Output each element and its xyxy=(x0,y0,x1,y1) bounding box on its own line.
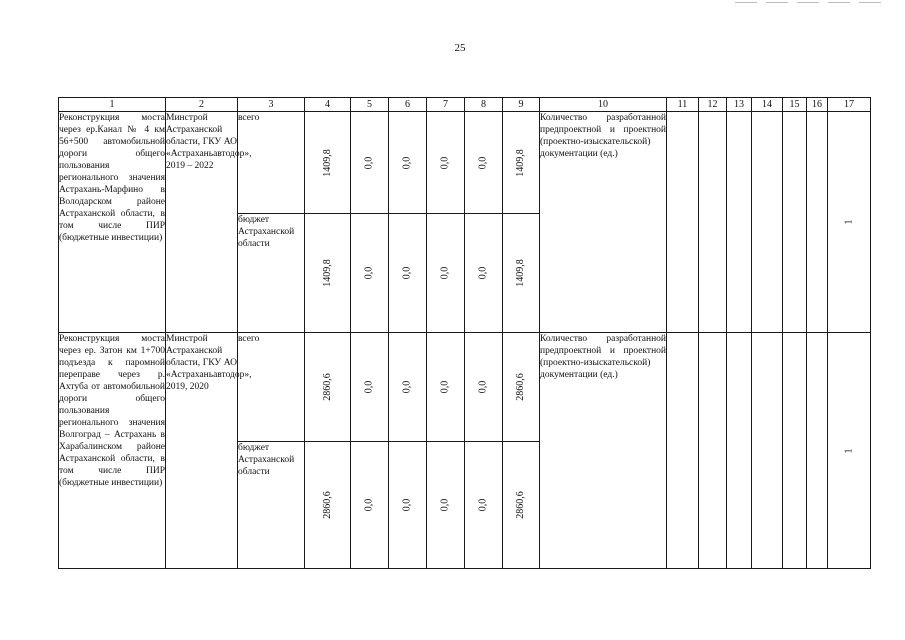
object-name-cell: Реконструкция моста через ер.Канал № 4 км 56+500 автомобильной дороги общего пользования регионального значения Астрахань-Марфино в Володарском районе Астраханской области, в том числе ПИР (бюджетные инвестиции) xyxy=(59,112,166,333)
empty-cell xyxy=(667,112,699,333)
value-text: 1409,8 xyxy=(321,259,333,287)
value-cell xyxy=(465,333,503,442)
header-row xyxy=(59,98,871,112)
empty-cell xyxy=(667,333,699,569)
value-cell xyxy=(351,333,389,442)
funding-source-cell: всего xyxy=(238,333,305,442)
funding-source-cell: бюджет Астраханской области xyxy=(238,442,305,569)
empty-cell xyxy=(783,333,807,569)
value-cell xyxy=(305,442,351,569)
value-text: 1409,8 xyxy=(515,148,526,177)
value-text: 2860,6 xyxy=(321,373,333,401)
object-name-cell: Реконструкция моста через ер. Затон км 1+700 подъезда к паромной переправе через р. Ахтуба от автомобильной дороги общего пользования регионального значения Волгоград – Астрахань в Харабалинском районе Астраханской области, в том числе ПИР (бюджетные инвестиции) xyxy=(59,333,166,569)
header-cell: 11 xyxy=(667,98,699,112)
empty-cell xyxy=(807,112,828,333)
program-table xyxy=(58,97,871,569)
funding-source-cell: бюджет Астраханской области xyxy=(238,214,305,333)
executor-cell: Минстрой Астраханской области, ГКУ АО «Астраханьавтодор», 2019, 2020 xyxy=(166,333,238,569)
value-cell xyxy=(351,112,389,214)
header-cell: 5 xyxy=(351,98,389,112)
empty-cell xyxy=(807,333,828,569)
value-cell xyxy=(465,112,503,214)
value-text: 0,0 xyxy=(363,156,375,169)
value-cell xyxy=(427,442,465,569)
value-cell xyxy=(828,333,871,569)
header-cell: 16 xyxy=(807,98,828,112)
value-cell xyxy=(351,214,389,333)
value-text: 0,0 xyxy=(363,266,375,280)
value-cell xyxy=(503,442,540,569)
empty-cell xyxy=(727,333,752,569)
scan-mark xyxy=(766,2,788,3)
value-text: 0,0 xyxy=(439,380,451,394)
value-cell xyxy=(427,333,465,442)
value-cell xyxy=(427,214,465,333)
value-cell xyxy=(351,442,389,569)
header-cell: 10 xyxy=(540,98,667,112)
value-text: 0,0 xyxy=(401,498,413,512)
value-cell xyxy=(389,333,427,442)
value-text: 2860,6 xyxy=(515,491,526,519)
value-cell xyxy=(389,112,427,214)
value-cell xyxy=(503,333,540,442)
value-text: 0,0 xyxy=(477,498,489,512)
value-text: 1409,8 xyxy=(321,148,333,177)
header-cell: 4 xyxy=(305,98,351,112)
value-text: 1409,8 xyxy=(515,259,526,287)
header-cell: 15 xyxy=(783,98,807,112)
header-cell: 8 xyxy=(465,98,503,112)
scan-mark xyxy=(735,2,757,3)
value-text: 0,0 xyxy=(401,380,413,394)
indicator-cell: Количество разработанной предпроектной и проектной (проектно-изыскательской) документации (ед.) xyxy=(540,112,667,333)
value-text: 0,0 xyxy=(439,156,451,169)
header-cell: 6 xyxy=(389,98,427,112)
value-text: 2860,6 xyxy=(321,491,333,519)
value-cell xyxy=(305,112,351,214)
header-cell: 13 xyxy=(727,98,752,112)
value-text: 0,0 xyxy=(401,156,413,169)
scan-mark xyxy=(859,2,881,3)
value-text: 0,0 xyxy=(439,266,451,280)
empty-cell xyxy=(727,112,752,333)
value-cell xyxy=(503,214,540,333)
value-text: 0,0 xyxy=(363,380,375,394)
value-text: 0,0 xyxy=(401,266,413,280)
value-cell xyxy=(389,442,427,569)
header-cell: 9 xyxy=(503,98,540,112)
table-row xyxy=(59,112,871,214)
value-cell xyxy=(389,214,427,333)
value-cell xyxy=(427,112,465,214)
value-text: 0,0 xyxy=(439,498,451,512)
page-number: 25 xyxy=(454,42,466,54)
header-cell: 17 xyxy=(828,98,871,112)
value-cell xyxy=(503,112,540,214)
executor-cell: Минстрой Астраханской области, ГКУ АО «Астраханьавтодор», 2019 – 2022 xyxy=(166,112,238,333)
table-row xyxy=(59,333,871,442)
indicator-cell: Количество разработанной предпроектной и проектной (проектно-изыскательской) документации (ед.) xyxy=(540,333,667,569)
value-cell xyxy=(465,214,503,333)
value-text: 0,0 xyxy=(363,498,375,512)
value-text: 0,0 xyxy=(477,266,489,280)
value-text: 2860,6 xyxy=(515,373,526,401)
value-text: 0,0 xyxy=(477,156,489,169)
header-cell: 1 xyxy=(59,98,166,112)
header-cell: 12 xyxy=(699,98,727,112)
header-cell: 3 xyxy=(238,98,305,112)
value-cell xyxy=(465,442,503,569)
funding-source-cell: всего xyxy=(238,112,305,214)
value-text: 0,0 xyxy=(477,380,489,394)
value-cell xyxy=(828,112,871,333)
header-cell: 7 xyxy=(427,98,465,112)
empty-cell xyxy=(752,112,783,333)
empty-cell xyxy=(699,112,727,333)
value-text: 1 xyxy=(843,448,854,453)
value-cell xyxy=(305,333,351,442)
value-cell xyxy=(305,214,351,333)
empty-cell xyxy=(783,112,807,333)
empty-cell xyxy=(699,333,727,569)
empty-cell xyxy=(752,333,783,569)
scan-mark xyxy=(797,2,819,3)
scan-mark xyxy=(828,2,850,3)
header-cell: 2 xyxy=(166,98,238,112)
header-cell: 14 xyxy=(752,98,783,112)
value-text: 1 xyxy=(843,219,854,225)
